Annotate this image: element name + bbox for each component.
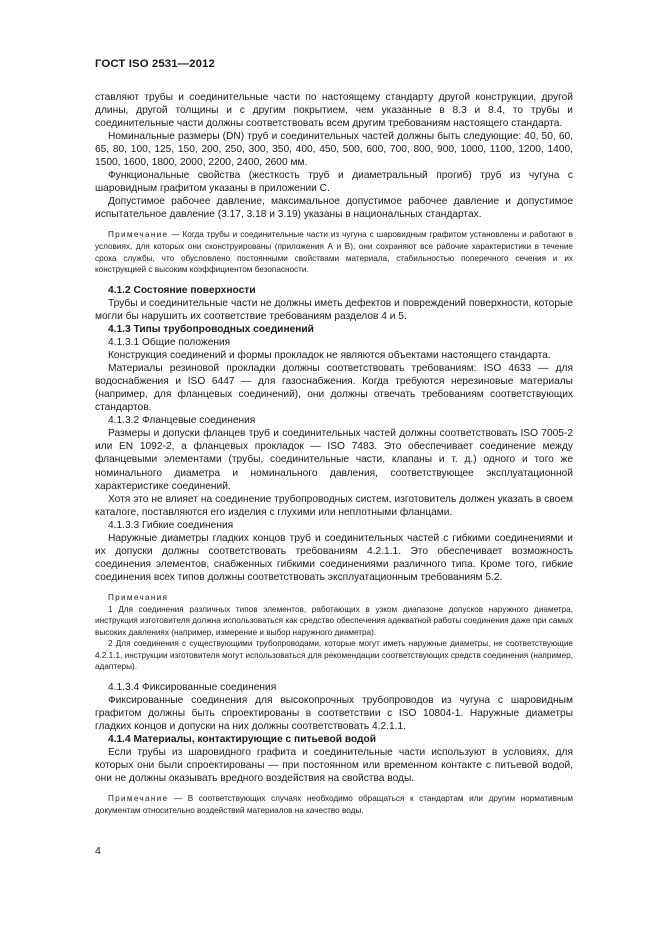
notes-label: Примечания xyxy=(108,592,169,602)
heading-4-1-2: 4.1.2 Состояние поверхности xyxy=(108,284,256,296)
paragraph-gasket-materials: Материалы резиновой прокладки должны соответствовать требованиям: ISO 4633 — для водоснабжения и ISO 6447 — для газоснабжения. Когда требуются нерезиновые материалы (например, для фланцевых соединений), они должны отвечать требованиям соответствующих стандартов. xyxy=(95,363,573,414)
paragraph-flexible-joints: Наружные диаметры гладких концов труб и соединительных частей с гибкими соединениями и их допуски должны соответствовать требованиям 4.2.1.1. Это обеспечивает возможность соединения элементов, снабженных гибкими соединениями различного типа. Кроме того, гибкие соединения всех типов должны соответствовать эксплуатационным требованиям 5.2. xyxy=(95,532,573,583)
heading-4-1-3-2: 4.1.3.2 Фланцевые соединения xyxy=(108,415,256,427)
heading-4-1-3: 4.1.3 Типы трубопроводных соединений xyxy=(108,323,314,335)
paragraph-continuation: ставляют трубы и соединительные части по настоящему стандарту другой конструкции, другой длины, другой толщины и с другим покрытием, чем указанные в 8.3 и 8.4, то трубы и соединительные части должны соответствовать всем другим требованиям настоящего стандарта. xyxy=(95,92,573,130)
paragraph-catalog: Хотя это не влияет на соединение трубопроводных систем, изготовитель должен указать в своем каталоге, поставляются его изделия с глухими или неплотными фланцами. xyxy=(95,493,573,518)
note-3 xyxy=(95,793,573,816)
document-header: ГОСТ ISO 2531—2012 xyxy=(95,58,215,70)
note-1 xyxy=(95,229,573,275)
note-item-1: 1 Для соединения различных типов элементов, работающих в узком диапазоне допусков наружного диаметра, инструкция изготовителя должна использоваться как средство обеспечения адекватной работы соединения даже при самых высоких давлениях (например, измерение и выбор наружного диаметра). xyxy=(95,604,573,637)
note-text: — Когда трубы и соединительные части из чугуна с шаровидным графитом установлены и работают в условиях, для которых они сконструированы (приложения А и В), они сохраняют все рабочие характеристики в течение срока службы, что обусловлено постоянными свойствами материала, стабильностью поперечного сечения и их конструкцией с высоким коэффициентом безопасности. xyxy=(95,230,573,275)
paragraph-drinking-water: Если трубы из шаровидного графита и соединительные части используют в условиях, для которых они были спроектированы — при постоянном или временном контакте с питьевой водой, они не должны оказывать вредного воздействия на свойства воды. xyxy=(95,747,573,785)
paragraph-functional-properties: Функциональные свойства (жесткость труб и диаметральный прогиб) труб из чугуна с шаровидным графитом указаны в приложении С. xyxy=(95,170,573,195)
paragraph-surface: Трубы и соединительные части не должны иметь дефектов и повреждений поверхности, которые могли бы нарушить их соответствие требованиям разделов 4 и 5. xyxy=(95,297,573,322)
paragraph-nominal-sizes: Номинальные размеры (DN) труб и соединительных частей должны быть следующие: 40, 50, 60, 65, 80, 100, 125, 150, 200, 250, 300, 350, 400, 450, 500, 600, 700, 800, 900, 1000, 1100, 1200, 1400, 1500, 1600, 1800, 2000, 2200, 2400, 2600 мм. xyxy=(95,131,573,169)
heading-4-1-3-1: 4.1.3.1 Общие положения xyxy=(108,337,231,349)
heading-4-1-3-4: 4.1.3.4 Фиксированные соединения xyxy=(108,682,277,694)
paragraph-flanges: Размеры и допуски фланцев труб и соединительных частей должны соответствовать ISO 7005-2 или EN 1092-2, а фланцевых прокладок — ISO 7483. Это обеспечивает соединение между фланцевыми элементами (трубы, соединительные части, клапаны и т. д.) одного и того же номинального диаметра и номинального давления, соответствующее эксплуатационной характеристике соединений. xyxy=(95,428,573,492)
notes-2 xyxy=(95,592,573,673)
heading-4-1-4: 4.1.4 Материалы, контактирующие с питьевой водой xyxy=(108,734,377,746)
note-label: Примечание xyxy=(108,794,169,804)
paragraph-fixed-joints: Фиксированные соединения для высокопрочных трубопроводов из чугуна с шаровидным графитом должны быть спроектированы в соответствии с ISO 10804-1. Наружные диаметры гладких концов и допуски на них должны соответствовать 4.2.1.1. xyxy=(95,695,573,733)
paragraph-joint-design: Конструкция соединений и формы прокладок не являются объектами настоящего стандарта. xyxy=(108,350,551,362)
paragraph-pressure: Допустимое рабочее давление, максимальное допустимое рабочее давление и допустимое испытательное давление (3.17, 3.18 и 3.19) указаны в национальных стандартах. xyxy=(95,196,573,221)
note-text: — В соответствующих случаях необходимо обращаться к стандартам или другим нормативным документам относительно воздействий материалов на качество воды. xyxy=(95,794,573,816)
page-number: 4 xyxy=(95,845,101,857)
heading-4-1-3-3: 4.1.3.3 Гибкие соединения xyxy=(108,519,234,531)
page-content xyxy=(95,91,573,825)
note-item-2: 2 Для соединения с существующими трубопроводами, которые могут иметь наружные диаметры, не соответствующие 4.2.1.1, инструкции изготовителя могут использоваться для рекомендации соответствующих средств соединения (например, адаптеры). xyxy=(95,639,573,672)
note-label: Примечание xyxy=(108,230,169,240)
